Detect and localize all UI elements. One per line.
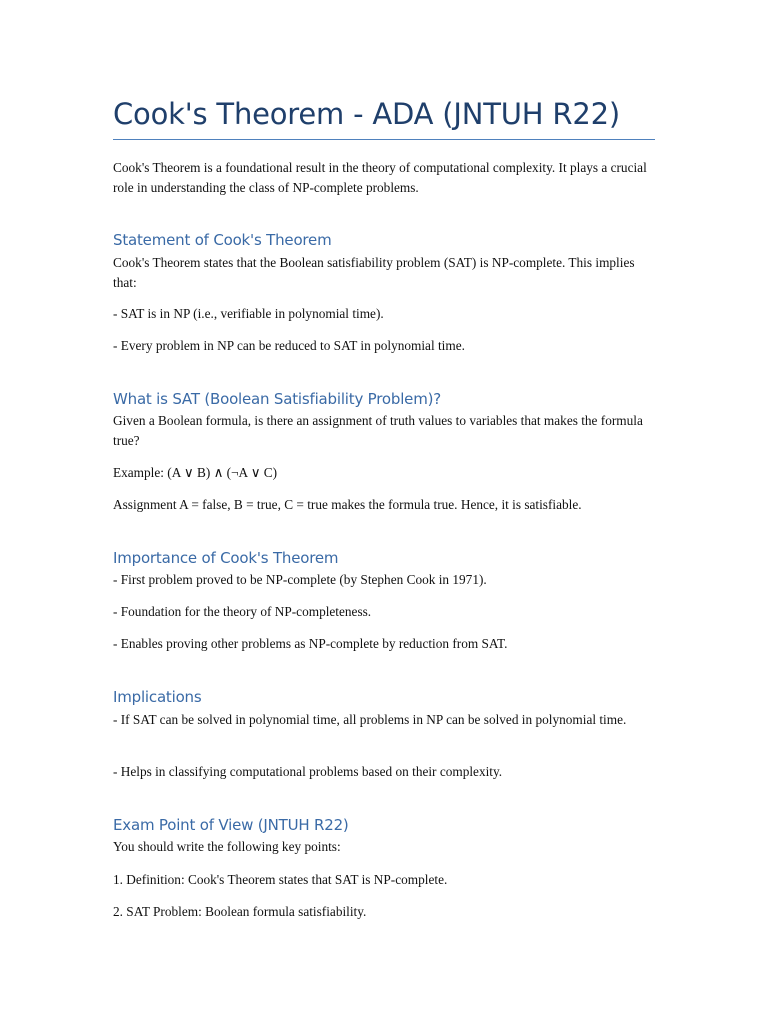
importance-bullet-reduction: - Enables proving other problems as NP-complete by reduction from SAT. <box>113 636 508 651</box>
exam-point-sat-problem: 2. SAT Problem: Boolean formula satisfiability. <box>113 904 367 919</box>
exam-point-definition: 1. Definition: Cook's Theorem states that SAT is NP-complete. <box>113 872 448 887</box>
section-heading-implications: Implications <box>113 688 202 706</box>
section-heading-exam-point: Exam Point of View (JNTUH R22) <box>113 816 349 834</box>
intro-paragraph: Cook's Theorem is a foundational result in the theory of computational complexity. It plays a crucial role in understanding the class of NP-complete problems. <box>113 160 647 195</box>
importance-bullet-first: - First problem proved to be NP-complete (by Stephen Cook in 1971). <box>113 572 487 587</box>
section-heading-what-is-sat: What is SAT (Boolean Satisfiability Problem)? <box>113 390 442 408</box>
section-heading-importance: Importance of Cook's Theorem <box>113 549 339 567</box>
statement-bullet-reduction: - Every problem in NP can be reduced to SAT in polynomial time. <box>113 338 465 353</box>
implications-bullet-polynomial: - If SAT can be solved in polynomial time, all problems in NP can be solved in polynomial time. <box>113 712 627 727</box>
sat-example: Example: (A ∨ B) ∧ (¬A ∨ C) <box>113 465 278 480</box>
exam-intro-paragraph: You should write the following key points: <box>113 839 341 854</box>
title-underline <box>113 139 655 140</box>
sat-definition-paragraph: Given a Boolean formula, is there an assignment of truth values to variables that makes the formula true? <box>113 413 643 448</box>
section-heading-statement: Statement of Cook's Theorem <box>113 231 332 249</box>
statement-bullet-in-np: - SAT is in NP (i.e., verifiable in polynomial time). <box>113 306 384 321</box>
sat-assignment: Assignment A = false, B = true, C = true makes the formula true. Hence, it is satisfiable. <box>113 497 582 512</box>
importance-bullet-foundation: - Foundation for the theory of NP-completeness. <box>113 604 372 619</box>
implications-bullet-classifying: - Helps in classifying computational problems based on their complexity. <box>113 764 503 779</box>
statement-paragraph: Cook's Theorem states that the Boolean satisfiability problem (SAT) is NP-complete. This implies that: <box>113 255 635 290</box>
document-title: Cook's Theorem - ADA (JNTUH R22) <box>113 97 620 131</box>
